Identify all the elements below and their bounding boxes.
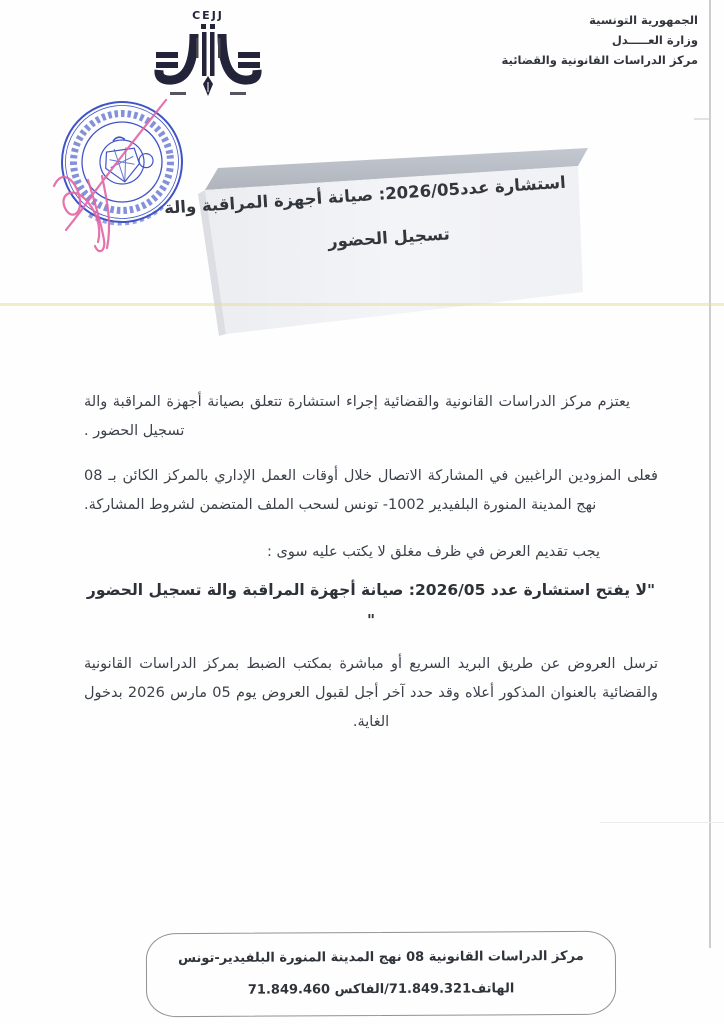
footer-phone-fax: الهاتف71.849.321/الفاكس 71.849.460 — [247, 981, 515, 998]
document-body — [84, 388, 658, 737]
letterhead-center: مركز الدراسات القانونية والقضائية — [501, 53, 698, 67]
consultation-title-line2: تسجيل الحضور — [327, 224, 451, 252]
footer-address: مركز الدراسات القانونية 08 نهج المدينة المنورة البلفيدير-تونس — [178, 948, 584, 967]
cejj-acronym: CEJJ — [192, 9, 224, 22]
scan-artifact-faint-line — [600, 822, 724, 823]
scan-artifact-vertical-line — [709, 0, 711, 948]
paragraph-intro: يعتزم مركز الدراسات القانونية والقضائية إجراء استشارة تتعلق بصيانة أجهزة المراقبة والة تسجيل الحضور . — [84, 394, 630, 439]
letterhead-ministry: وزارة العـــــدل — [611, 33, 698, 47]
paragraph-participation: فعلى المزودين الراغبين في المشاركة الاتصال خلال أوقات العمل الإداري بالمركز الكائن بـ 08 نهج المدينة المنورة البلفيدير 1002- تونس لسحب الملف المتضمن لشروط المشاركة. — [84, 468, 658, 513]
handwritten-signature-icon — [54, 100, 166, 251]
highlighter-scan-line — [0, 303, 724, 306]
envelope-label-quote: "لا يفتح استشارة عدد 2026/05: صيانة أجهزة المراقبة والة تسجيل الحضور " — [86, 581, 656, 629]
official-stamp-icon — [44, 88, 202, 258]
paragraph-envelope-instruction: يجب تقديم العرض في ظرف مغلق لا يكتب عليه سوى : — [266, 544, 600, 560]
paragraph-submission-deadline: ترسل العروض عن طريق البريد السريع أو مباشرة بمكتب الضبط بمركز الدراسات القانونية والقضائية بالعنوان المذكور أعلاه وقد حدد آخر أجل لقبول العروض يوم 05 مارس 2026 بدخول الغاية. — [84, 656, 659, 730]
consultation-title-line1: استشارة عدد2026/05: صيانة أجهزة المراقبة والة — [163, 172, 567, 218]
letterhead-republic: الجمهورية التونسية — [589, 13, 698, 27]
footer-contact-box — [146, 931, 616, 1017]
official-stamp — [44, 88, 202, 258]
scan-artifact-tick — [694, 118, 709, 120]
letterhead — [398, 10, 698, 70]
